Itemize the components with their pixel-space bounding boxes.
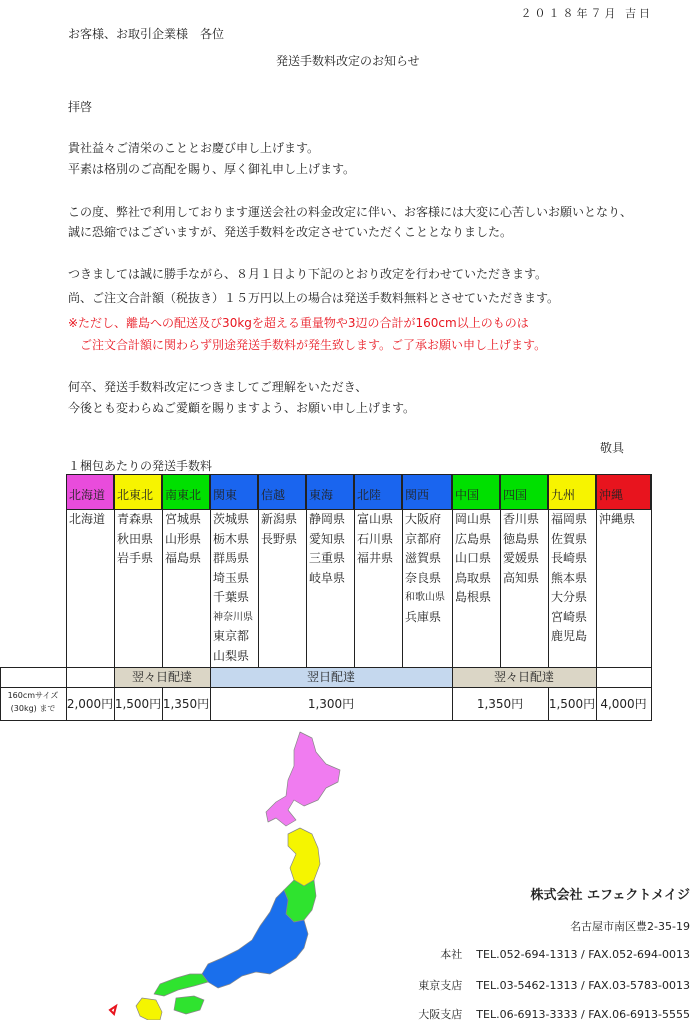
region-header-label: 関東 bbox=[213, 488, 238, 502]
prefecture-name: 兵庫県 bbox=[405, 609, 442, 624]
table-rule bbox=[596, 474, 597, 721]
price-cell: 1,300円 bbox=[307, 697, 355, 711]
map-hokkaido bbox=[266, 732, 340, 826]
prefecture-name: 香川県 bbox=[503, 512, 540, 526]
prefecture-name: 福岡県 bbox=[551, 512, 588, 526]
table-rule bbox=[66, 474, 651, 475]
japan-region-map bbox=[90, 730, 350, 1020]
table-rule bbox=[66, 509, 651, 510]
prefecture-name: 山口県 bbox=[455, 551, 492, 565]
office-row bbox=[418, 1006, 690, 1022]
region-header-label: 南東北 bbox=[165, 488, 202, 502]
prefecture-name: 岡山県 bbox=[455, 512, 492, 526]
region-header-shikoku bbox=[500, 474, 548, 510]
region-header-kitatohoku bbox=[114, 474, 162, 510]
paragraph-line: 誠に恐縮ではございますが、発送手数料を改定させていただくこととなりました。 bbox=[68, 225, 513, 239]
office-contact: TEL.03-5462-1313 / FAX.03-5783-0013 bbox=[476, 979, 690, 992]
prefecture-name: 山形県 bbox=[165, 531, 202, 546]
table-caption: １梱包あたりの発送手数料 bbox=[68, 459, 213, 473]
region-header-minamitohoku bbox=[162, 474, 210, 510]
prefecture-name: 広島県 bbox=[455, 531, 492, 546]
price-cell: 1,350円 bbox=[162, 697, 210, 711]
paragraph-line: 平素は格別のご高配を賜り、厚く御礼申し上げます。 bbox=[68, 162, 356, 176]
prefecture-list bbox=[258, 510, 306, 549]
delivery-band bbox=[452, 668, 596, 687]
prefecture-name: 沖縄県 bbox=[599, 512, 636, 526]
price-cell: 1,500円 bbox=[114, 697, 162, 711]
prefecture-name: 長野県 bbox=[261, 531, 298, 546]
delivery-band-label: 翌日配達 bbox=[306, 670, 355, 684]
prefecture-name: 佐賀県 bbox=[551, 531, 588, 546]
prefecture-name: 熊本県 bbox=[551, 570, 588, 585]
prefecture-name: 鹿児島 bbox=[551, 629, 588, 643]
table-rule bbox=[0, 667, 1, 721]
map-okinawa bbox=[110, 1006, 116, 1014]
prefecture-name: 栃木県 bbox=[213, 531, 250, 546]
prefecture-name: 山梨県 bbox=[213, 648, 250, 663]
region-header-label: 四国 bbox=[503, 488, 528, 502]
office-contact: TEL.052-694-1313 / FAX.052-694-0013 bbox=[476, 948, 690, 961]
company-address: 名古屋市南区豊2-35-19 bbox=[570, 920, 690, 933]
table-rule bbox=[452, 474, 453, 721]
price-cell: 1,500円 bbox=[548, 697, 596, 711]
prefecture-name: 茨城県 bbox=[213, 512, 250, 526]
region-header-label: 関西 bbox=[405, 488, 430, 502]
map-kitatohoku bbox=[288, 828, 320, 886]
price-cell: 4,000円 bbox=[600, 697, 647, 711]
notice-line: ※ただし、離島への配送及び30kgを超える重量物や3辺の合計が160cm以上のものは bbox=[68, 316, 529, 330]
prefecture-name: 福井県 bbox=[357, 551, 394, 565]
map-kyushu bbox=[136, 998, 162, 1020]
delivery-band bbox=[114, 668, 210, 687]
map-chugoku bbox=[154, 974, 208, 996]
region-header-label: 北東北 bbox=[117, 488, 154, 502]
office-label: 東京支店 bbox=[418, 979, 463, 992]
price-cell: 1,350円 bbox=[476, 697, 524, 711]
addressee: お客様、お取引企業様 各位 bbox=[68, 27, 225, 41]
prefecture-name: 岩手県 bbox=[117, 551, 154, 565]
prefecture-name: 愛媛県 bbox=[503, 551, 540, 565]
prefecture-name: 岐阜県 bbox=[309, 570, 346, 585]
prefecture-list bbox=[210, 510, 258, 666]
prefecture-name: 東京都 bbox=[213, 629, 250, 643]
region-header-label: 東海 bbox=[309, 488, 334, 502]
document-date: ２０１８年７月 吉日 bbox=[520, 7, 653, 20]
map-shikoku bbox=[174, 996, 204, 1014]
delivery-band bbox=[210, 668, 452, 687]
prefecture-list bbox=[162, 510, 210, 569]
prefecture-name: 大分県 bbox=[551, 590, 588, 604]
paragraph-line: この度、弊社で利用しております運送会社の料金改定に伴い、お客様には大変に心苦しいお願いとなり、 bbox=[68, 205, 633, 219]
region-header-label: 九州 bbox=[551, 488, 576, 502]
prefecture-name: 島根県 bbox=[455, 590, 492, 604]
office-label: 大阪支店 bbox=[418, 1008, 463, 1021]
prefecture-list bbox=[596, 510, 651, 530]
table-rule bbox=[354, 474, 355, 668]
table-rule bbox=[500, 474, 501, 668]
paragraph-line: つきましては誠に勝手ながら、８月１日より下記のとおり改定を行わせていただきます。 bbox=[68, 267, 548, 281]
prefecture-list bbox=[500, 510, 548, 588]
office-row bbox=[440, 946, 690, 962]
prefecture-list bbox=[402, 510, 452, 627]
size-label bbox=[2, 689, 64, 715]
prefecture-name: 新潟県 bbox=[261, 512, 298, 526]
prefecture-name: 北海道 bbox=[69, 512, 106, 526]
prefecture-name: 三重県 bbox=[309, 551, 346, 565]
table-rule bbox=[0, 720, 651, 721]
region-header-okinawa bbox=[596, 474, 651, 510]
size-label-line: 160cmサイズ bbox=[7, 691, 59, 700]
prefecture-name: 青森県 bbox=[117, 512, 154, 526]
prefecture-name: 京都府 bbox=[405, 531, 442, 546]
prefecture-list bbox=[548, 510, 596, 647]
region-header-label: 北陸 bbox=[357, 488, 382, 502]
prefecture-name: 埼玉県 bbox=[213, 570, 250, 585]
prefecture-name: 宮崎県 bbox=[551, 609, 588, 624]
delivery-band-label: 翌々日配達 bbox=[131, 670, 192, 684]
prefecture-name: 群馬県 bbox=[213, 551, 250, 565]
table-rule bbox=[162, 688, 163, 721]
prefecture-name: 静岡県 bbox=[309, 512, 346, 526]
greeting-open: 拝啓 bbox=[68, 100, 93, 114]
prefecture-name: 秋田県 bbox=[117, 531, 154, 546]
table-rule bbox=[0, 667, 651, 668]
closing-line: 今後とも変わらぬご愛顧を賜りますよう、お願い申し上げます。 bbox=[68, 401, 416, 415]
prefecture-name: 石川県 bbox=[357, 531, 394, 546]
notice-line: ご注文合計額に関わらず別途発送手数料が発生致します。ご了承お願い申し上げます。 bbox=[80, 338, 547, 352]
prefecture-name: 富山県 bbox=[357, 512, 394, 526]
closing-line: 何卒、発送手数料改定につきましてご理解をいただき、 bbox=[68, 380, 368, 394]
prefecture-name: 奈良県 bbox=[405, 570, 442, 585]
prefecture-name: 千葉県 bbox=[213, 590, 250, 604]
paragraph-line: 貴社益々ご清栄のこととお慶び申し上げます。 bbox=[68, 141, 320, 155]
document-title: 発送手数料改定のお知らせ bbox=[276, 54, 420, 68]
prefecture-list bbox=[66, 510, 114, 530]
region-header-label: 北海道 bbox=[69, 488, 106, 502]
prefecture-name: 和歌山県 bbox=[405, 592, 445, 603]
region-header-tokai bbox=[306, 474, 354, 510]
table-rule bbox=[258, 474, 259, 668]
prefecture-name: 徳島県 bbox=[503, 531, 540, 546]
delivery-band-label: 翌々日配達 bbox=[493, 670, 554, 684]
size-label-line: (30kg) まで bbox=[10, 704, 56, 713]
prefecture-list bbox=[452, 510, 500, 608]
region-header-hokuriku bbox=[354, 474, 402, 510]
region-header-chugoku bbox=[452, 474, 500, 510]
region-header-label: 沖縄 bbox=[599, 488, 624, 502]
prefecture-list bbox=[306, 510, 354, 588]
region-header-kansai bbox=[402, 474, 452, 510]
prefecture-list bbox=[114, 510, 162, 569]
prefecture-name: 滋賀県 bbox=[405, 551, 442, 565]
prefecture-name: 宮城県 bbox=[165, 512, 202, 526]
region-header-kanto bbox=[210, 474, 258, 510]
region-header-kyushu bbox=[548, 474, 596, 510]
table-rule bbox=[306, 474, 307, 668]
price-cell: 2,000円 bbox=[66, 697, 114, 711]
region-header-label: 中国 bbox=[455, 488, 480, 502]
region-header-hokkaido bbox=[66, 474, 114, 510]
greeting-close: 敬具 bbox=[600, 441, 625, 455]
region-header-label: 信越 bbox=[261, 488, 286, 502]
prefecture-name: 神奈川県 bbox=[213, 611, 253, 623]
prefecture-name: 鳥取県 bbox=[455, 570, 492, 585]
paragraph-line: 尚、ご注文合計額（税抜き）１５万円以上の場合は発送手数料無料とさせていただきます。 bbox=[68, 291, 560, 305]
table-rule bbox=[114, 474, 115, 721]
table-rule bbox=[0, 687, 651, 688]
table-rule bbox=[651, 474, 652, 721]
map-minamitohoku bbox=[284, 880, 316, 922]
office-label: 本社 bbox=[440, 948, 463, 961]
table-rule bbox=[162, 474, 163, 668]
table-rule bbox=[402, 474, 403, 668]
region-header-shinetsu bbox=[258, 474, 306, 510]
prefecture-name: 大阪府 bbox=[405, 512, 442, 526]
prefecture-list bbox=[354, 510, 402, 569]
table-rule bbox=[548, 688, 549, 721]
office-contact: TEL.06-6913-3333 / FAX.06-6913-5555 bbox=[476, 1008, 690, 1021]
table-rule bbox=[548, 474, 549, 668]
prefecture-name: 愛知県 bbox=[309, 531, 346, 546]
prefecture-name: 福島県 bbox=[165, 551, 202, 565]
table-rule bbox=[66, 474, 67, 721]
table-rule bbox=[210, 474, 211, 721]
office-row bbox=[418, 977, 690, 993]
prefecture-name: 高知県 bbox=[503, 570, 540, 585]
company-name: 株式会社 エフェクトメイジ bbox=[530, 888, 690, 903]
prefecture-name: 長崎県 bbox=[551, 551, 588, 565]
